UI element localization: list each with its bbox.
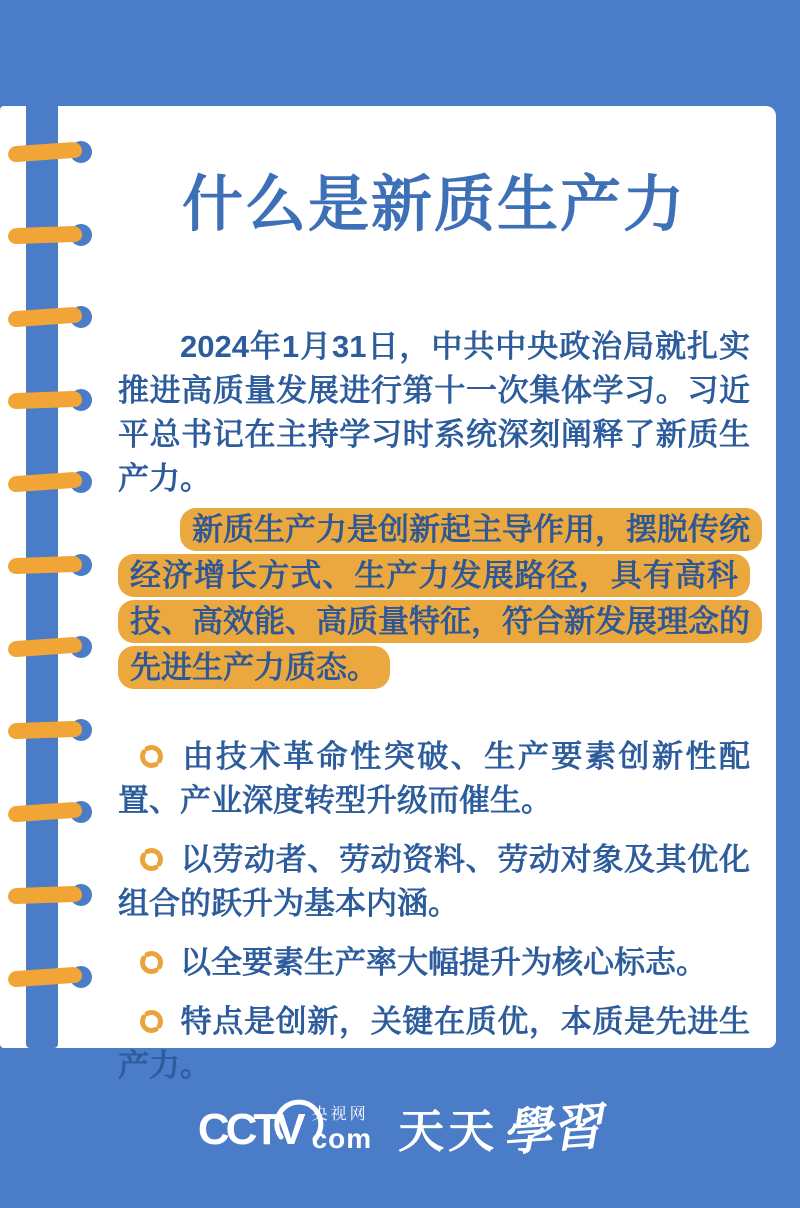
highlighted-paragraph [118, 507, 750, 691]
list-item [118, 735, 750, 823]
stitch-thread [8, 306, 83, 327]
cycle-arcs-icon [138, 1008, 165, 1035]
stitch-thread [8, 555, 83, 574]
binding-stitch [8, 964, 104, 990]
page-title: 什么是新质生产力 [181, 170, 686, 238]
list-item-text: 以全要素生产率大幅提升为核心标志。 [180, 945, 707, 981]
binding-stitch [8, 882, 104, 908]
cycle-arcs-icon [138, 743, 165, 770]
highlight-marker-text: 新质生产力是创新起主导作用，摆脱传统经济增长方式、生产力发展路径，具有高科技、高效能、高质量特征，符合新发展理念的先进生产力质态。 [118, 508, 762, 689]
cctv-wordmark: CCTV [197, 1105, 302, 1154]
list-item [118, 1000, 750, 1088]
stitch-thread [8, 141, 83, 162]
stitch-thread [8, 471, 83, 492]
footer-brand-row [0, 1088, 800, 1172]
binding-stitch [8, 387, 104, 413]
binding-stitch [8, 552, 104, 578]
list-item-text: 由技术革命性突破、生产要素创新性配置、产业深度转型升级而催生。 [118, 739, 750, 819]
intro-paragraph: 2024年1月31日，中共中央政治局就扎实推进高质量发展进行第十一次集体学习。习近平总书记在主持学习时系统深刻阐释了新质生产力。 [118, 329, 750, 497]
cycle-arcs-icon [138, 949, 165, 976]
list-item [118, 838, 750, 926]
cctv-logo [198, 1107, 372, 1153]
stitch-thread [8, 720, 83, 739]
poster-content [118, 168, 750, 1103]
binding-stitch [8, 717, 104, 743]
binding-stitch [8, 469, 104, 495]
tiantian-xuexi-logo [398, 1096, 605, 1163]
stitch-thread [8, 390, 83, 409]
cctv-caption: 央视网 [311, 1106, 369, 1123]
program-name-script: 學習 [500, 1096, 605, 1163]
stitch-thread [8, 636, 83, 657]
binding-stitch [8, 304, 104, 330]
cycle-arcs-icon [138, 846, 165, 873]
cctv-domain: com [311, 1123, 373, 1154]
binding-stitch [8, 139, 104, 165]
binding-stitch [8, 799, 104, 825]
list-item-text: 特点是创新，关键在质优，本质是先进生产力。 [118, 1004, 750, 1084]
binding-stitch [8, 634, 104, 660]
list-item [118, 941, 750, 985]
key-points-list [118, 735, 750, 1088]
program-name-regular: 天天 [398, 1106, 499, 1157]
stitch-thread [8, 885, 83, 904]
stitch-thread [8, 801, 83, 822]
stitch-thread [8, 966, 83, 987]
stitch-thread [8, 225, 83, 244]
cctv-caption-block [312, 1107, 373, 1153]
binding-stitch [8, 222, 104, 248]
list-item-text: 以劳动者、劳动资料、劳动对象及其优化组合的跃升为基本内涵。 [118, 842, 750, 922]
